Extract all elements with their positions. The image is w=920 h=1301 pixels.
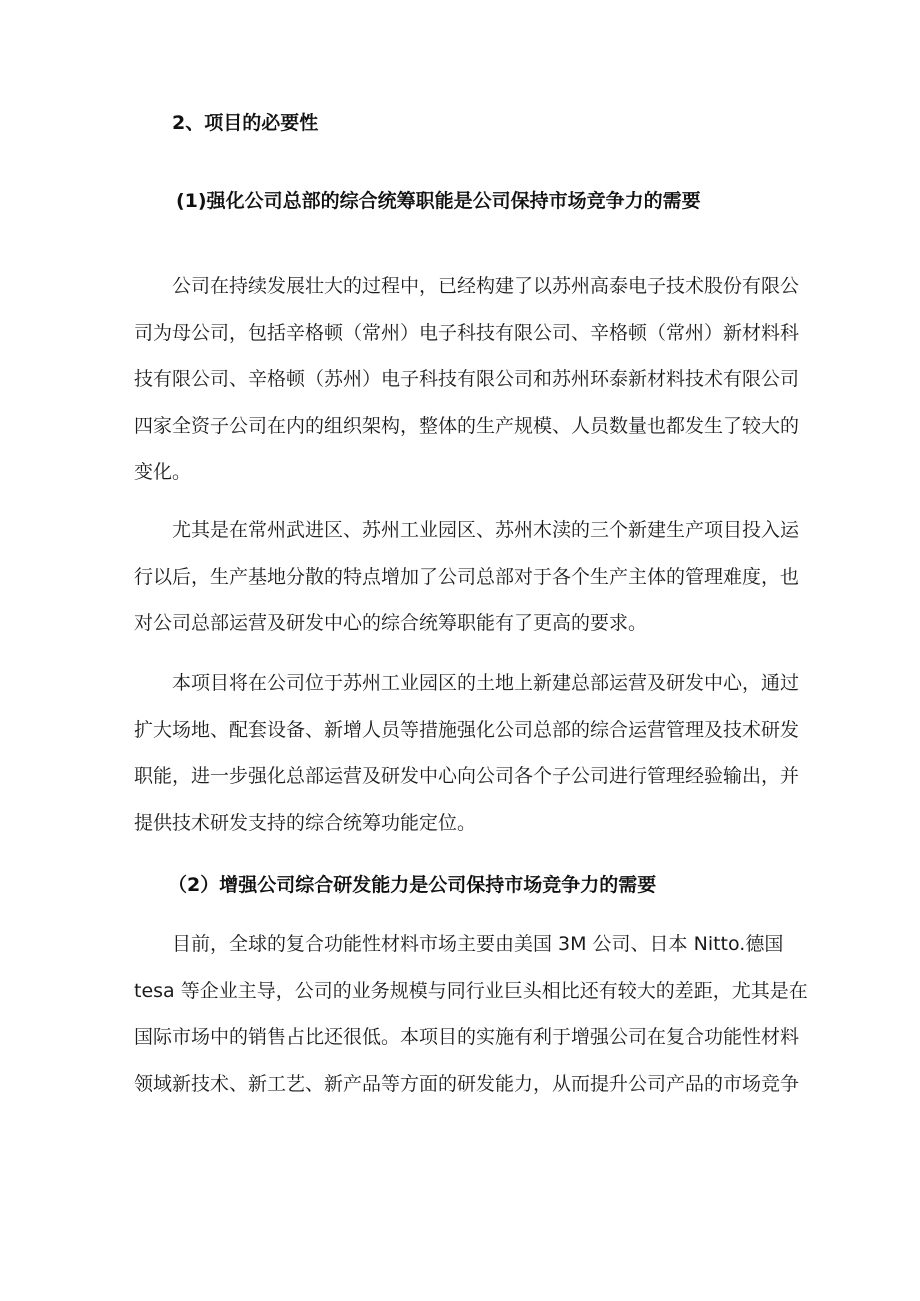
- paragraph-line: 本项目将在公司位于苏州工业园区的土地上新建总部运营及研发中心，通过: [172, 672, 800, 694]
- paragraph-line: 技有限公司、辛格顿（苏州）电子科技有限公司和苏州环泰新材料技术有限公司: [134, 368, 800, 390]
- paragraph-line: 司为母公司，包括辛格顿（常州）电子科技有限公司、辛格顿（常州）新材料科: [134, 321, 800, 344]
- paragraph-line: tesa 等企业主导，公司的业务规模与同行业巨头相比还有较大的差距，尤其是在: [134, 979, 808, 1002]
- paragraph-line: 对公司总部运营及研发中心的综合统筹职能有了更高的要求。: [134, 612, 648, 634]
- paragraph-line: 目前，全球的复合功能性材料市场主要由美国 3M 公司、日本 Nitto.德国: [172, 933, 784, 955]
- paragraph-line: 领域新技术、新工艺、新产品等方面的研发能力，从而提升公司产品的市场竞争: [134, 1072, 800, 1095]
- subheading-2: （2）增强公司综合研发能力是公司保持市场竞争力的需要: [168, 874, 657, 896]
- paragraph-line: 四家全资子公司在内的组织架构，整体的生产规模、人员数量也都发生了较大的: [134, 414, 800, 437]
- paragraph: [134, 507, 800, 647]
- paragraph-line: 提供技术研发支持的综合统筹功能定位。: [134, 811, 477, 834]
- paragraph-line: 变化。: [134, 461, 192, 483]
- paragraph-line: 职能，进一步强化总部运营及研发中心向公司各个子公司进行管理经验输出，并: [134, 765, 800, 787]
- paragraph: [134, 921, 808, 1107]
- paragraph-line: 国际市场中的销售占比还很低。本项目的实施有利于增强公司在复合功能性材料: [134, 1026, 800, 1048]
- paragraph-line: 尤其是在常州武进区、苏州工业园区、苏州木渎的三个新建生产项目投入运: [172, 519, 800, 541]
- paragraph: [134, 660, 800, 846]
- section-heading: 2、项目的必要性: [172, 112, 319, 134]
- paragraph-line: 行以后，生产基地分散的特点增加了公司总部对于各个生产主体的管理难度，也: [134, 565, 800, 588]
- paragraph-line: 公司在持续发展壮大的过程中，已经构建了以苏州高泰电子技术股份有限公: [172, 275, 800, 297]
- paragraph-line: 扩大场地、配套设备、新增人员等措施强化公司总部的综合运营管理及技术研发: [134, 718, 800, 741]
- paragraph: [134, 263, 800, 496]
- subheading-1: (1)强化公司总部的综合统筹职能是公司保持市场竞争力的需要: [176, 190, 701, 212]
